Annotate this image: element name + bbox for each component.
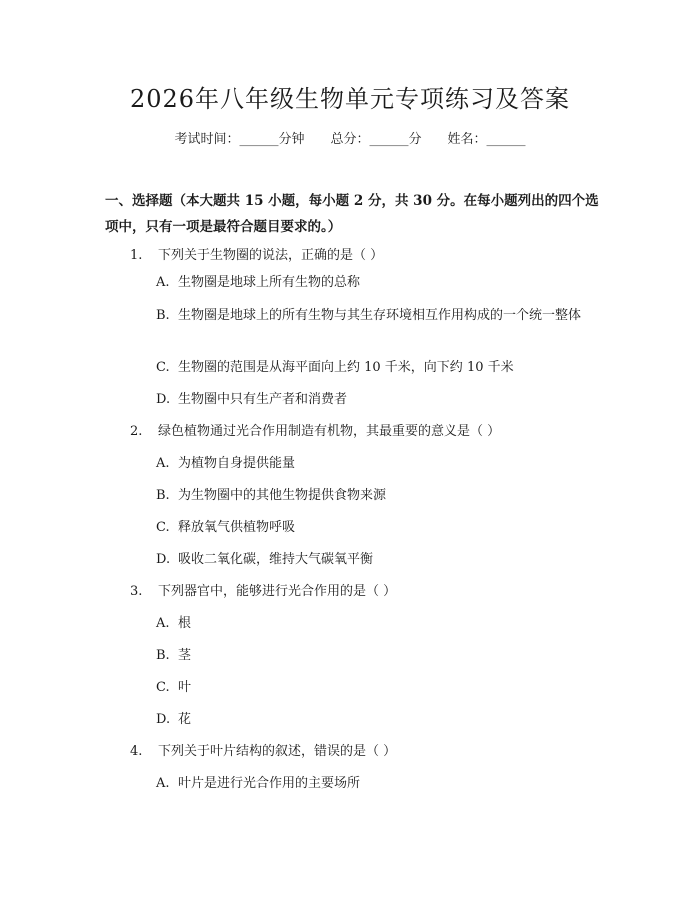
question-text: 下列关于叶片结构的叙述，错误的是（ ） xyxy=(158,744,397,759)
question-number: 4. xyxy=(130,744,143,759)
question-number: 1. xyxy=(130,248,143,263)
option-text: 叶片是进行光合作用的主要场所 xyxy=(178,776,361,791)
option-letter: A. xyxy=(156,776,170,791)
question-4-stem xyxy=(130,742,396,762)
question-2-option-c xyxy=(156,518,295,538)
question-3-option-b xyxy=(156,646,191,666)
question-2-option-b xyxy=(156,486,386,506)
option-letter: A. xyxy=(156,616,170,631)
student-name-field: 姓名：______ xyxy=(447,132,526,147)
option-text: 叶 xyxy=(178,680,192,695)
option-text: 生物圈的范围是从海平面向上约 10 千米，向下约 10 千米 xyxy=(178,360,514,375)
question-4-option-a xyxy=(156,774,360,794)
question-number: 3. xyxy=(130,584,143,599)
question-number: 2. xyxy=(130,424,143,439)
exam-time-field: 考试时间：______分钟 xyxy=(174,132,305,147)
question-3-option-d xyxy=(156,710,191,730)
option-text: 生物圈中只有生产者和消费者 xyxy=(178,392,348,407)
exam-meta xyxy=(0,130,700,150)
option-letter: D. xyxy=(156,712,171,727)
option-letter: C. xyxy=(156,680,170,695)
option-text: 花 xyxy=(178,712,192,727)
option-letter: A. xyxy=(156,275,170,290)
option-text: 释放氧气供植物呼吸 xyxy=(178,520,296,535)
question-1-option-b xyxy=(105,304,605,328)
question-1-option-c xyxy=(156,358,514,378)
section-heading: 一、选择题（本大题共 15 小题，每小题 2 分，共 30 分。在每小题列出的四个选项中，只有一项是最符合题目要求的。） xyxy=(105,193,599,235)
option-text: 为植物自身提供能量 xyxy=(178,456,296,471)
question-1-option-a xyxy=(156,273,360,293)
question-2-option-a xyxy=(156,454,295,474)
question-3-option-a xyxy=(156,614,191,634)
question-text: 绿色植物通过光合作用制造有机物，其最重要的意义是（ ） xyxy=(158,424,501,439)
question-text: 下列器官中，能够进行光合作用的是（ ） xyxy=(158,584,397,599)
option-letter: C. xyxy=(156,520,170,535)
option-letter: B. xyxy=(156,308,170,323)
option-text: 为生物圈中的其他生物提供食物来源 xyxy=(178,488,387,503)
option-letter: B. xyxy=(156,648,170,663)
option-letter: D. xyxy=(156,552,171,567)
page-title: 2026年八年级生物单元专项练习及答案 xyxy=(129,85,571,113)
option-letter: C. xyxy=(156,360,170,375)
question-2-stem xyxy=(130,422,500,442)
option-text: 茎 xyxy=(178,648,192,663)
option-text: 根 xyxy=(178,616,192,631)
question-text: 下列关于生物圈的说法，正确的是（ ） xyxy=(158,248,384,263)
question-3-stem xyxy=(130,582,396,602)
option-text: 生物圈是地球上所有生物的总称 xyxy=(178,275,361,290)
question-1-option-d xyxy=(156,390,347,410)
option-text: 生物圈是地球上的所有生物与其生存环境相互作用构成的一个统一整体 xyxy=(178,308,582,323)
option-letter: D. xyxy=(156,392,171,407)
question-2-option-d xyxy=(156,550,373,570)
option-letter: A. xyxy=(156,456,170,471)
question-1-stem xyxy=(130,246,383,266)
option-text: 吸收二氧化碳，维持大气碳氧平衡 xyxy=(178,552,374,567)
option-letter: B. xyxy=(156,488,170,503)
question-3-option-c xyxy=(156,678,191,698)
total-score-field: 总分：______分 xyxy=(330,132,422,147)
